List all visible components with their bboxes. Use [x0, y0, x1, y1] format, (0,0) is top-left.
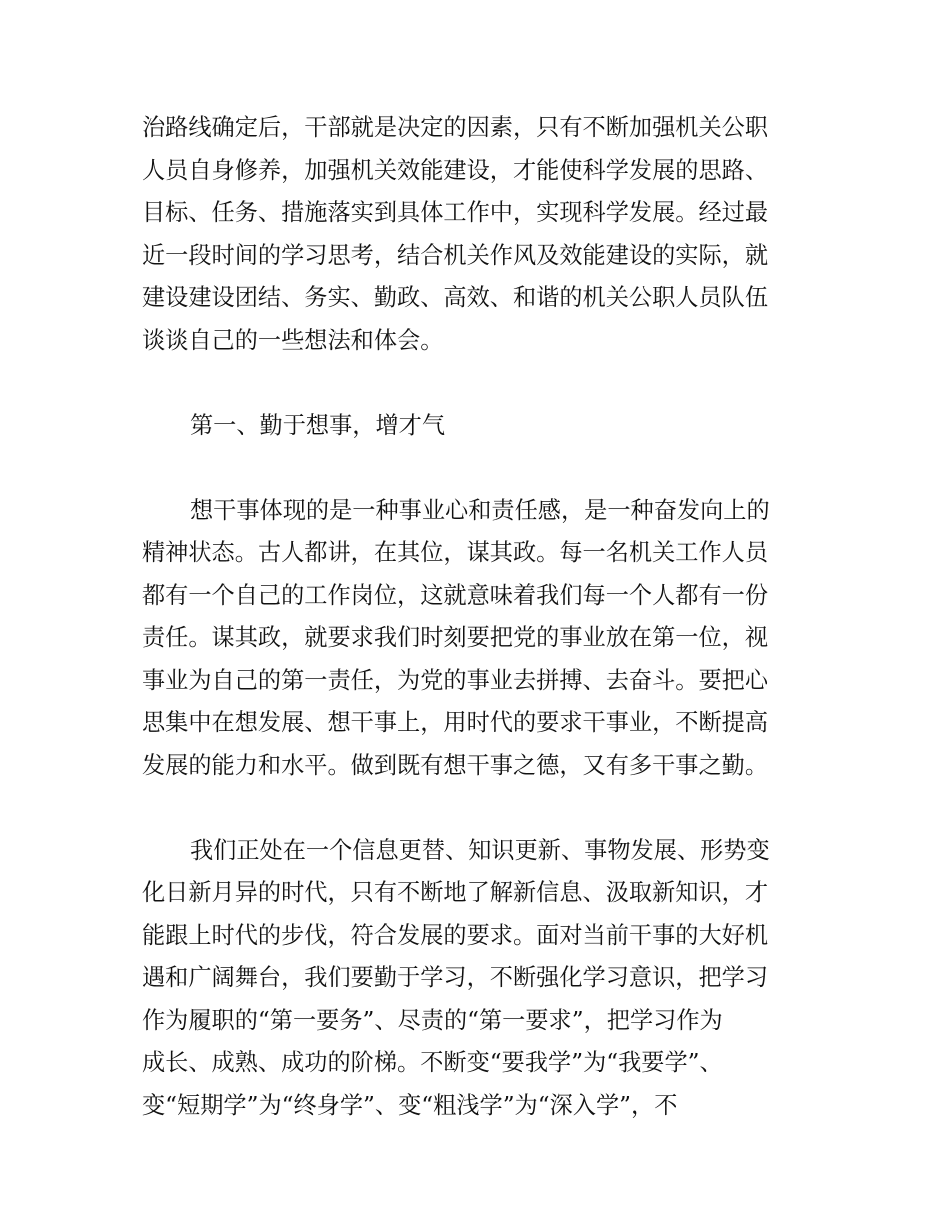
text-line: 目标、任务、措施落实到具体工作中，实现科学发展。经过最	[142, 199, 769, 226]
text-line: 谈谈自己的一些想法和体会。	[142, 326, 444, 354]
text-line: 近一段时间的学习思考，结合机关作风及效能建设的实际，就	[142, 241, 769, 269]
text-line: 发展的能力和水平。做到既有想干事之德，又有多干事之勤。	[142, 751, 769, 779]
text-line: 建设建设团结、务实、勤政、高效、和谐的机关公职人员队伍	[142, 284, 769, 311]
text-line: 人员自身修养，加强机关效能建设，才能使科学发展的思路、	[142, 156, 769, 184]
text-line: 精神状态。古人都讲，在其位，谋其政。每一名机关工作人员	[142, 539, 769, 566]
text-line: 变“短期学”为“终身学”、变“粗浅学”为“深入学”，不	[142, 1091, 678, 1119]
text-line: 事业为自己的第一责任，为党的事业去拼搏、去奋斗。要把心	[142, 666, 769, 694]
paragraph-spacer	[142, 447, 814, 490]
text-line: 想干事体现的是一种事业心和责任感，是一种奋发向上的	[190, 496, 770, 524]
text-line: 思集中在想发展、想干事上，用时代的要求干事业，不断提高	[142, 709, 769, 736]
body-paragraph-1	[142, 490, 814, 788]
paragraph-spacer	[142, 362, 814, 405]
text-line: 都有一个自己的工作岗位，这就意味着我们每一个人都有一份	[142, 581, 769, 609]
body-paragraph-2	[142, 830, 814, 1128]
text-line: 我们正处在一个信息更替、知识更新、事物发展、形势变	[190, 836, 770, 864]
text-line: 能跟上时代的步伐，符合发展的要求。面对当前干事的大好机	[142, 921, 769, 949]
text-line: 化日新月异的时代，只有不断地了解新信息、汲取新知识，才	[142, 879, 769, 906]
text-line: 治路线确定后，干部就是决定的因素，只有不断加强机关公职	[142, 114, 769, 141]
intro-paragraph	[142, 107, 814, 362]
text-line: 遇和广阔舞台，我们要勤于学习，不断强化学习意识，把学习	[142, 964, 769, 991]
text-line: 成长、成熟、成功的阶梯。不断变“要我学”为“我要学”、	[142, 1049, 723, 1076]
document-body	[142, 107, 814, 1127]
section-heading	[142, 405, 814, 448]
paragraph-spacer	[142, 787, 814, 830]
text-line: 责任。谋其政，就要求我们时刻要把党的事业放在第一位，视	[142, 624, 769, 651]
heading-line: 第一、勤于想事，增才气	[190, 411, 446, 439]
text-line: 作为履职的“第一要务”、尽责的“第一要求”，把学习作为	[142, 1006, 723, 1034]
